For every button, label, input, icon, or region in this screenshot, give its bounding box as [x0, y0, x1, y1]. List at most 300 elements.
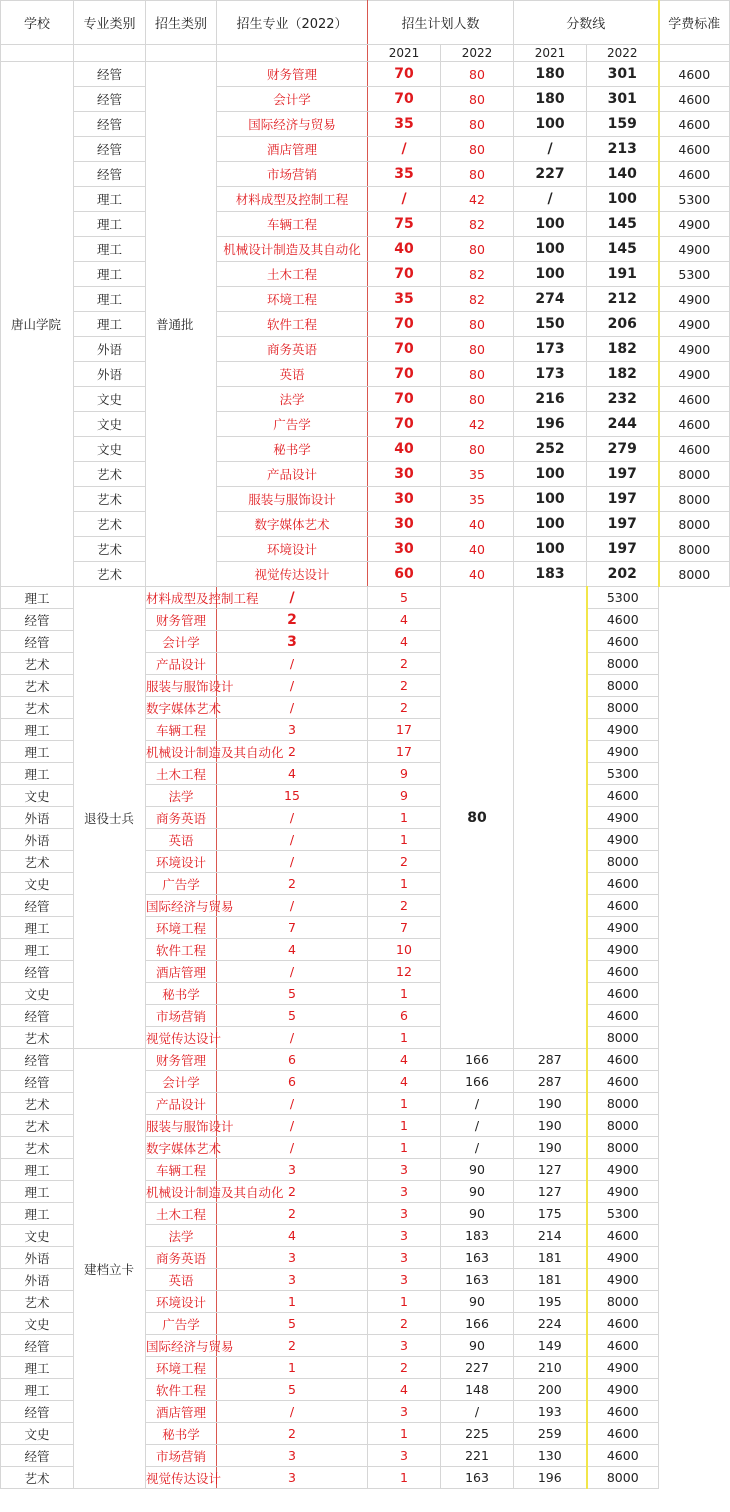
table-row — [1, 312, 730, 337]
plan-2022: 4 — [368, 1049, 441, 1071]
plan-2021: 4 — [217, 1225, 368, 1247]
table-row — [1, 212, 730, 237]
plan-2021: 2 — [217, 1203, 368, 1225]
plan-2021: 5 — [217, 1313, 368, 1335]
plan-2021: 40 — [368, 237, 441, 262]
score-2022: 190 — [514, 1093, 587, 1115]
school-name: 唐山学院 — [1, 62, 74, 587]
major-type: 外语 — [74, 362, 146, 387]
score-2021: 183 — [441, 1225, 514, 1247]
header-plan-2022: 2022 — [441, 45, 514, 62]
major-type: 外语 — [1, 807, 74, 829]
major-type: 理工 — [74, 237, 146, 262]
major-name: 广告学 — [217, 412, 368, 437]
major-name: 材料成型及控制工程 — [146, 587, 217, 609]
tuition-fee: 8000 — [587, 697, 659, 719]
plan-2022: 1 — [368, 1291, 441, 1313]
score-2022: 214 — [514, 1225, 587, 1247]
score-2022: 259 — [514, 1423, 587, 1445]
plan-2022: 2 — [368, 1313, 441, 1335]
table-row — [1, 87, 730, 112]
plan-2022: 3 — [368, 1181, 441, 1203]
plan-2022: 3 — [368, 1335, 441, 1357]
plan-2021: 70 — [368, 362, 441, 387]
table-header — [1, 1, 730, 62]
tuition-fee: 4600 — [659, 437, 730, 462]
major-name: 软件工程 — [146, 939, 217, 961]
plan-2022: 82 — [441, 287, 514, 312]
major-type: 经管 — [1, 1071, 74, 1093]
major-type: 艺术 — [74, 562, 146, 587]
score-2021: / — [441, 1137, 514, 1159]
plan-2022: 4 — [368, 1379, 441, 1401]
score-2021: / — [514, 187, 587, 212]
major-type: 文史 — [74, 437, 146, 462]
plan-2022: 5 — [368, 587, 441, 609]
major-type: 艺术 — [1, 1093, 74, 1115]
plan-2022: 80 — [441, 112, 514, 137]
tuition-fee: 4600 — [587, 609, 659, 631]
header-fee: 学费标准 — [659, 1, 730, 45]
major-type: 文史 — [74, 387, 146, 412]
tuition-fee: 8000 — [587, 1115, 659, 1137]
major-type: 经管 — [74, 87, 146, 112]
tuition-fee: 5300 — [587, 587, 659, 609]
header-major-type: 专业类别 — [74, 1, 146, 45]
plan-2022: 2 — [368, 697, 441, 719]
table-row — [1, 237, 730, 262]
major-type: 艺术 — [74, 537, 146, 562]
score-2022: 175 — [514, 1203, 587, 1225]
major-name: 数字媒体艺术 — [217, 512, 368, 537]
major-name: 秘书学 — [146, 983, 217, 1005]
plan-2021: / — [217, 653, 368, 675]
score-2022: 301 — [587, 62, 659, 87]
major-type: 艺术 — [74, 512, 146, 537]
major-type: 理工 — [1, 587, 74, 609]
plan-2021: 2 — [217, 1335, 368, 1357]
major-name: 视觉传达设计 — [217, 562, 368, 587]
score-2022: 244 — [587, 412, 659, 437]
table-row — [1, 487, 730, 512]
plan-2021: / — [217, 587, 368, 609]
plan-2021: 70 — [368, 62, 441, 87]
tuition-fee: 4600 — [659, 162, 730, 187]
plan-2021: 2 — [217, 1181, 368, 1203]
score-2022: 206 — [587, 312, 659, 337]
score-2022: 191 — [587, 262, 659, 287]
major-type: 理工 — [1, 719, 74, 741]
tuition-fee: 4900 — [587, 1357, 659, 1379]
tuition-fee: 4600 — [587, 1071, 659, 1093]
tuition-fee: 8000 — [659, 562, 730, 587]
plan-2021: 3 — [217, 1247, 368, 1269]
plan-2022: 35 — [441, 462, 514, 487]
tuition-fee: 4900 — [587, 1269, 659, 1291]
major-type: 经管 — [1, 1049, 74, 1071]
major-name: 秘书学 — [146, 1423, 217, 1445]
plan-2022: 42 — [441, 187, 514, 212]
plan-2021: 4 — [217, 939, 368, 961]
tuition-fee: 8000 — [659, 537, 730, 562]
score-2021: 227 — [441, 1357, 514, 1379]
score-2021: 227 — [514, 162, 587, 187]
score-2022: 190 — [514, 1115, 587, 1137]
tuition-fee: 4600 — [587, 785, 659, 807]
plan-2021: 30 — [368, 462, 441, 487]
tuition-fee: 4900 — [587, 1379, 659, 1401]
header-plan-2021: 2021 — [368, 45, 441, 62]
enroll-type: 退役士兵 — [74, 587, 146, 1049]
major-name: 市场营销 — [217, 162, 368, 187]
plan-2021: 2 — [217, 873, 368, 895]
tuition-fee: 4900 — [587, 741, 659, 763]
major-type: 艺术 — [1, 1115, 74, 1137]
major-name: 酒店管理 — [146, 961, 217, 983]
plan-2021: / — [368, 137, 441, 162]
plan-2021: 70 — [368, 337, 441, 362]
score-2022: 287 — [514, 1071, 587, 1093]
plan-2021: 70 — [368, 412, 441, 437]
major-type: 理工 — [74, 312, 146, 337]
major-name: 财务管理 — [217, 62, 368, 87]
major-name: 财务管理 — [146, 609, 217, 631]
score-2022: 301 — [587, 87, 659, 112]
tuition-fee: 4900 — [587, 807, 659, 829]
major-name: 英语 — [217, 362, 368, 387]
tuition-fee: 4900 — [659, 287, 730, 312]
score-2021: 180 — [514, 62, 587, 87]
score-2022: 100 — [587, 187, 659, 212]
score-2021: / — [514, 137, 587, 162]
major-type: 外语 — [1, 1247, 74, 1269]
score-2022: 197 — [587, 487, 659, 512]
score-2021: 166 — [441, 1313, 514, 1335]
plan-2022: 9 — [368, 763, 441, 785]
score-2022: 127 — [514, 1181, 587, 1203]
major-name: 机械设计制造及其自动化 — [146, 741, 217, 763]
major-type: 经管 — [74, 112, 146, 137]
plan-2021: / — [217, 1401, 368, 1423]
plan-2021: / — [217, 697, 368, 719]
major-type: 理工 — [1, 1159, 74, 1181]
plan-2022: 80 — [441, 312, 514, 337]
table-row — [1, 62, 730, 87]
plan-2021: 5 — [217, 983, 368, 1005]
major-name: 产品设计 — [146, 653, 217, 675]
plan-2021: 2 — [217, 609, 368, 631]
tuition-fee: 4900 — [587, 939, 659, 961]
plan-2021: 60 — [368, 562, 441, 587]
major-name: 服装与服饰设计 — [217, 487, 368, 512]
plan-2021: 4 — [217, 763, 368, 785]
tuition-fee: 8000 — [587, 653, 659, 675]
score-2021: 163 — [441, 1269, 514, 1291]
major-type: 理工 — [74, 287, 146, 312]
major-type: 经管 — [1, 609, 74, 631]
major-name: 国际经济与贸易 — [146, 1335, 217, 1357]
plan-2021: 3 — [217, 719, 368, 741]
score-2022: 182 — [587, 362, 659, 387]
table-row — [1, 112, 730, 137]
score-2021: 163 — [441, 1467, 514, 1489]
plan-2021: / — [368, 187, 441, 212]
major-name: 广告学 — [146, 1313, 217, 1335]
major-name: 英语 — [146, 1269, 217, 1291]
major-type: 经管 — [74, 62, 146, 87]
table-row — [1, 462, 730, 487]
plan-2022: 4 — [368, 609, 441, 631]
plan-2022: 1 — [368, 1027, 441, 1049]
score-2021: 100 — [514, 237, 587, 262]
score-2022: 193 — [514, 1401, 587, 1423]
score-2022: 181 — [514, 1247, 587, 1269]
tuition-fee: 4900 — [659, 237, 730, 262]
plan-2021: 70 — [368, 262, 441, 287]
major-type: 理工 — [1, 917, 74, 939]
table-row — [1, 412, 730, 437]
plan-2022: 40 — [441, 537, 514, 562]
major-name: 环境设计 — [217, 537, 368, 562]
plan-2022: 1 — [368, 807, 441, 829]
major-name: 财务管理 — [146, 1049, 217, 1071]
major-name: 车辆工程 — [146, 719, 217, 741]
major-type: 文史 — [1, 983, 74, 1005]
score-2021: 100 — [514, 262, 587, 287]
tuition-fee: 4600 — [659, 412, 730, 437]
plan-2021: 3 — [217, 1269, 368, 1291]
plan-2021: / — [217, 807, 368, 829]
tuition-fee: 8000 — [659, 462, 730, 487]
table-row — [1, 562, 730, 587]
plan-2021: 70 — [368, 312, 441, 337]
plan-2021: 3 — [217, 631, 368, 653]
score-2021: 100 — [514, 112, 587, 137]
major-name: 环境工程 — [217, 287, 368, 312]
major-name: 服装与服饰设计 — [146, 675, 217, 697]
plan-2021: 30 — [368, 537, 441, 562]
tuition-fee: 4600 — [587, 873, 659, 895]
tuition-fee: 4900 — [587, 1247, 659, 1269]
major-name: 产品设计 — [217, 462, 368, 487]
tuition-fee: 5300 — [659, 262, 730, 287]
plan-2021: / — [217, 1027, 368, 1049]
tuition-fee: 4900 — [587, 1159, 659, 1181]
plan-2022: 1 — [368, 873, 441, 895]
plan-2022: 3 — [368, 1247, 441, 1269]
plan-2021: 5 — [217, 1379, 368, 1401]
plan-2022: 9 — [368, 785, 441, 807]
plan-2021: 35 — [368, 162, 441, 187]
plan-2022: 3 — [368, 1159, 441, 1181]
major-type: 经管 — [74, 137, 146, 162]
header-score: 分数线 — [514, 1, 659, 45]
plan-2022: 12 — [368, 961, 441, 983]
plan-2022: 42 — [441, 412, 514, 437]
major-name: 环境工程 — [146, 1357, 217, 1379]
plan-2021: / — [217, 675, 368, 697]
score-2021: 163 — [441, 1247, 514, 1269]
tuition-fee: 4600 — [659, 62, 730, 87]
plan-2022: 1 — [368, 1115, 441, 1137]
score-2021: 100 — [514, 212, 587, 237]
plan-2022: 7 — [368, 917, 441, 939]
table-row — [1, 137, 730, 162]
score-2022: 140 — [587, 162, 659, 187]
plan-2022: 80 — [441, 437, 514, 462]
plan-2022: 80 — [441, 87, 514, 112]
tuition-fee: 4600 — [587, 961, 659, 983]
major-name: 会计学 — [146, 631, 217, 653]
plan-2021: 30 — [368, 512, 441, 537]
major-name: 车辆工程 — [217, 212, 368, 237]
tuition-fee: 8000 — [587, 851, 659, 873]
plan-2021: 6 — [217, 1049, 368, 1071]
score-2021: 183 — [514, 562, 587, 587]
major-type: 艺术 — [74, 487, 146, 512]
plan-2021: 2 — [217, 741, 368, 763]
major-type: 文史 — [1, 1313, 74, 1335]
plan-2022: 4 — [368, 1071, 441, 1093]
score-2022: 196 — [514, 1467, 587, 1489]
major-type: 理工 — [1, 741, 74, 763]
plan-2021: / — [217, 895, 368, 917]
plan-2021: 30 — [368, 487, 441, 512]
table-row — [1, 287, 730, 312]
tuition-fee: 4600 — [659, 137, 730, 162]
plan-2021: 3 — [217, 1445, 368, 1467]
merged-score: 80 — [441, 587, 514, 1049]
major-type: 经管 — [1, 1445, 74, 1467]
tuition-fee: 8000 — [587, 675, 659, 697]
major-name: 国际经济与贸易 — [217, 112, 368, 137]
score-2022: 127 — [514, 1159, 587, 1181]
tuition-fee: 4900 — [587, 719, 659, 741]
plan-2022: 2 — [368, 1357, 441, 1379]
major-type: 艺术 — [1, 675, 74, 697]
plan-2021: 6 — [217, 1071, 368, 1093]
enroll-type: 普通批 — [146, 62, 217, 587]
header-enroll-type: 招生类别 — [146, 1, 217, 45]
major-type: 经管 — [1, 631, 74, 653]
plan-2022: 82 — [441, 262, 514, 287]
major-type: 经管 — [1, 961, 74, 983]
table-row — [1, 187, 730, 212]
header-blank — [74, 45, 146, 62]
major-name: 法学 — [146, 1225, 217, 1247]
major-name: 秘书学 — [217, 437, 368, 462]
group-poverty — [1, 1049, 730, 1489]
plan-2021: / — [217, 1093, 368, 1115]
table-row — [1, 537, 730, 562]
plan-2022: 1 — [368, 1093, 441, 1115]
score-2021: / — [441, 1401, 514, 1423]
tuition-fee: 8000 — [659, 512, 730, 537]
score-2022: 145 — [587, 237, 659, 262]
tuition-fee: 4900 — [587, 829, 659, 851]
tuition-fee: 4600 — [587, 1313, 659, 1335]
score-2022: 130 — [514, 1445, 587, 1467]
major-name: 会计学 — [217, 87, 368, 112]
header-major: 招生专业（2022） — [217, 1, 368, 45]
plan-2021: 3 — [217, 1467, 368, 1489]
major-type: 艺术 — [1, 851, 74, 873]
score-2021: 196 — [514, 412, 587, 437]
tuition-fee: 4600 — [587, 631, 659, 653]
tuition-fee: 4600 — [587, 1423, 659, 1445]
major-name: 会计学 — [146, 1071, 217, 1093]
major-type: 理工 — [1, 1357, 74, 1379]
score-2022-empty — [514, 587, 587, 1049]
major-type: 理工 — [74, 187, 146, 212]
table-row — [1, 587, 730, 609]
score-2022: 212 — [587, 287, 659, 312]
major-name: 法学 — [217, 387, 368, 412]
major-type: 经管 — [1, 1401, 74, 1423]
score-2022: 224 — [514, 1313, 587, 1335]
major-name: 数字媒体艺术 — [146, 1137, 217, 1159]
tuition-fee: 8000 — [587, 1137, 659, 1159]
score-2022: 197 — [587, 462, 659, 487]
table-row — [1, 162, 730, 187]
score-2021: 100 — [514, 512, 587, 537]
tuition-fee: 4600 — [659, 112, 730, 137]
tuition-fee: 5300 — [587, 763, 659, 785]
major-type: 艺术 — [1, 697, 74, 719]
major-type: 文史 — [1, 1225, 74, 1247]
table-row — [1, 337, 730, 362]
plan-2022: 35 — [441, 487, 514, 512]
plan-2022: 17 — [368, 719, 441, 741]
score-2021: 148 — [441, 1379, 514, 1401]
plan-2021: 35 — [368, 112, 441, 137]
plan-2021: 15 — [217, 785, 368, 807]
table-row — [1, 362, 730, 387]
score-2021: 150 — [514, 312, 587, 337]
plan-2022: 80 — [441, 337, 514, 362]
plan-2022: 40 — [441, 562, 514, 587]
major-name: 市场营销 — [146, 1005, 217, 1027]
plan-2022: 80 — [441, 137, 514, 162]
tuition-fee: 8000 — [587, 1027, 659, 1049]
plan-2022: 1 — [368, 1423, 441, 1445]
plan-2021: / — [217, 1137, 368, 1159]
plan-2022: 3 — [368, 1445, 441, 1467]
plan-2021: 70 — [368, 387, 441, 412]
score-2021: / — [441, 1093, 514, 1115]
major-type: 艺术 — [1, 1027, 74, 1049]
major-type: 文史 — [1, 873, 74, 895]
table-row — [1, 437, 730, 462]
major-type: 外语 — [1, 1269, 74, 1291]
table-row — [1, 387, 730, 412]
plan-2022: 80 — [441, 162, 514, 187]
major-type: 文史 — [1, 785, 74, 807]
score-2021: / — [441, 1115, 514, 1137]
tuition-fee: 4900 — [587, 917, 659, 939]
major-type: 外语 — [1, 829, 74, 851]
major-type: 文史 — [1, 1423, 74, 1445]
tuition-fee: 4900 — [659, 212, 730, 237]
tuition-fee: 8000 — [587, 1467, 659, 1489]
plan-2022: 1 — [368, 829, 441, 851]
tuition-fee: 5300 — [587, 1203, 659, 1225]
major-name: 产品设计 — [146, 1093, 217, 1115]
plan-2021: 1 — [217, 1357, 368, 1379]
major-name: 市场营销 — [146, 1445, 217, 1467]
major-name: 英语 — [146, 829, 217, 851]
major-name: 材料成型及控制工程 — [217, 187, 368, 212]
